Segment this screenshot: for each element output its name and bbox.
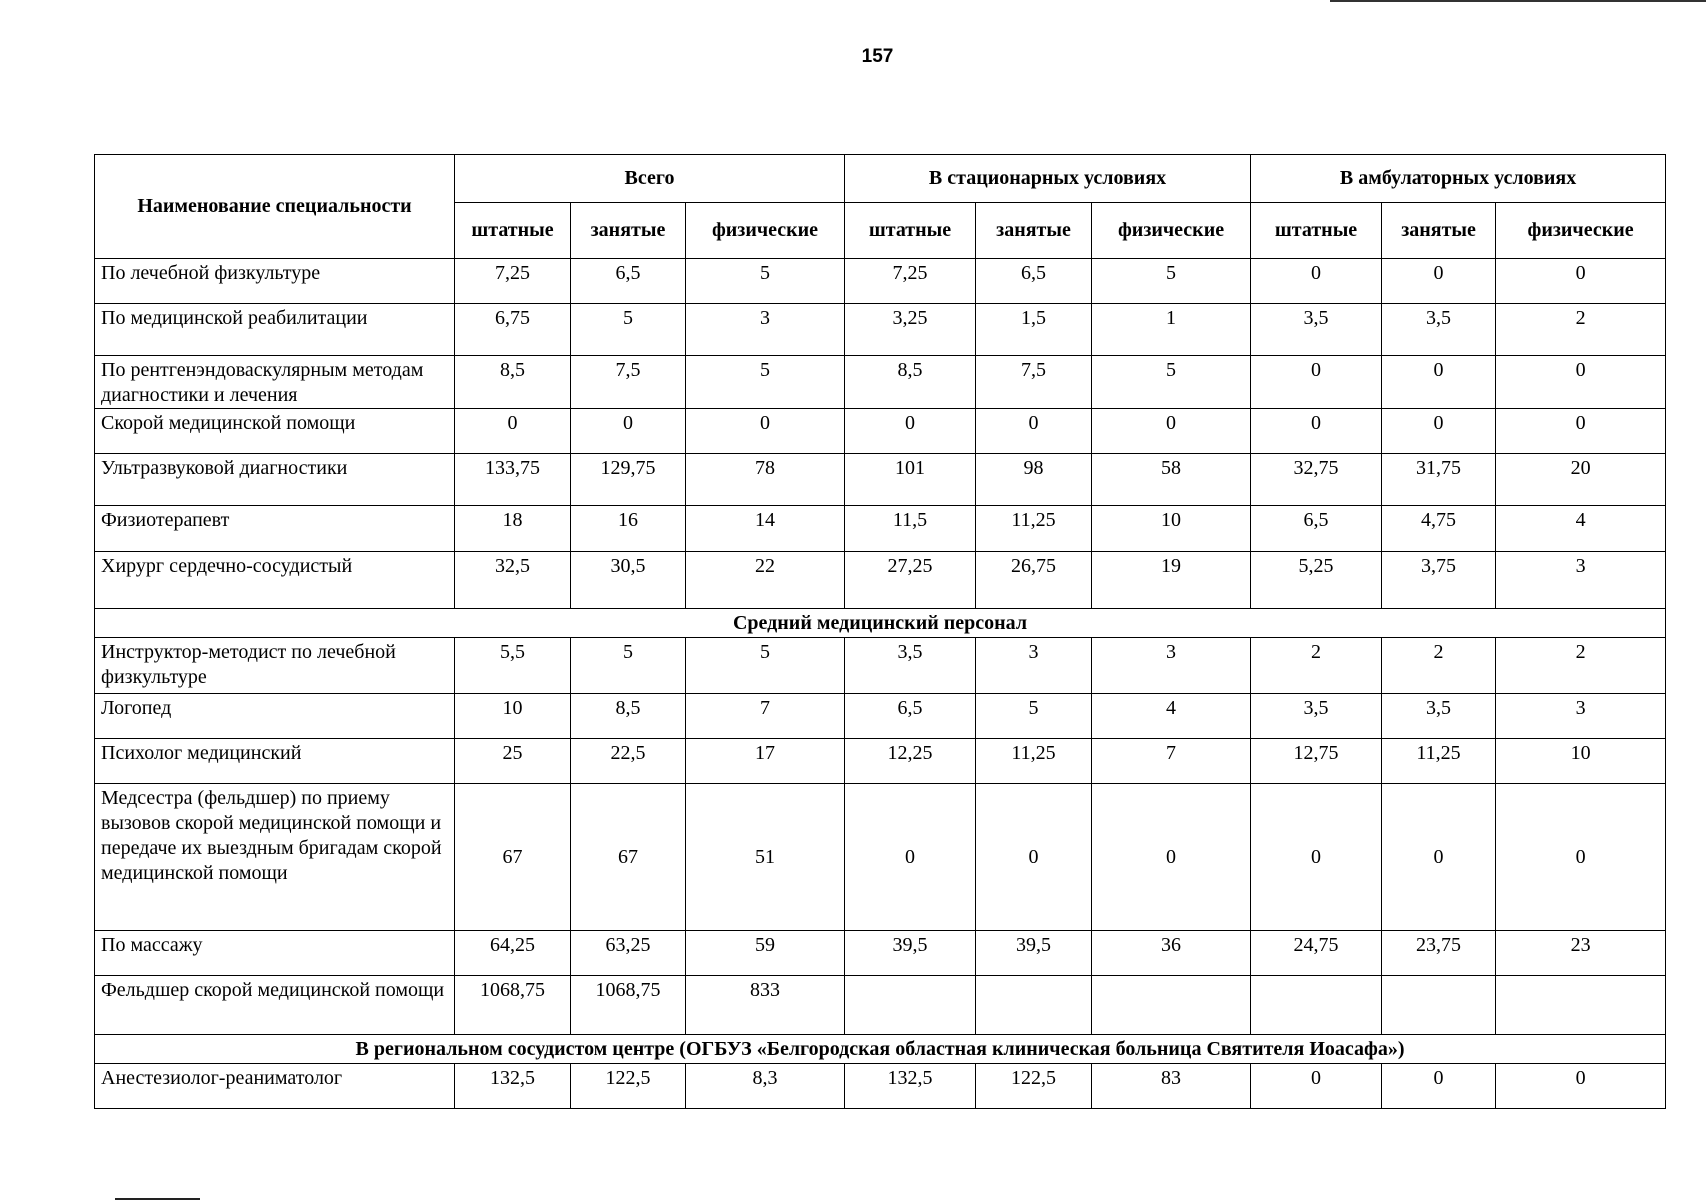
value-cell: 0	[1496, 356, 1666, 409]
value-cell: 0	[1382, 409, 1496, 454]
value-cell: 7	[686, 694, 845, 739]
value-cell: 24,75	[1251, 931, 1382, 976]
value-cell: 10	[455, 694, 571, 739]
value-cell: 2	[1382, 638, 1496, 694]
page-number: 157	[861, 46, 894, 67]
value-cell: 8,5	[571, 694, 686, 739]
value-cell: 10	[1496, 739, 1666, 784]
value-cell: 0	[1382, 259, 1496, 304]
value-cell: 122,5	[571, 1064, 686, 1109]
section-regional-center	[95, 1035, 1666, 1064]
header-subcol: физические	[1092, 203, 1251, 259]
value-cell	[845, 976, 976, 1035]
value-cell: 5	[976, 694, 1092, 739]
value-cell: 0	[976, 409, 1092, 454]
value-cell: 0	[1251, 356, 1382, 409]
value-cell: 0	[1496, 409, 1666, 454]
header-group-total: Всего	[455, 155, 845, 203]
value-cell: 3,25	[845, 304, 976, 356]
value-cell: 0	[571, 409, 686, 454]
value-cell: 7,5	[976, 356, 1092, 409]
value-cell: 6,75	[455, 304, 571, 356]
value-cell: 132,5	[845, 1064, 976, 1109]
header-group-outpatient: В амбулаторных условиях	[1251, 155, 1666, 203]
value-cell: 3,5	[1382, 694, 1496, 739]
value-cell: 5	[686, 259, 845, 304]
value-cell: 67	[571, 784, 686, 931]
value-cell: 98	[976, 454, 1092, 506]
value-cell: 5	[571, 638, 686, 694]
value-cell: 0	[1382, 784, 1496, 931]
value-cell: 14	[686, 506, 845, 552]
value-cell: 78	[686, 454, 845, 506]
value-cell: 12,75	[1251, 739, 1382, 784]
header-subcol: штатные	[1251, 203, 1382, 259]
value-cell: 3,5	[1251, 304, 1382, 356]
top-rule	[1330, 0, 1706, 2]
value-cell: 31,75	[1382, 454, 1496, 506]
value-cell: 7,25	[845, 259, 976, 304]
table-row	[95, 506, 1666, 552]
value-cell: 5	[571, 304, 686, 356]
header-subcol: занятые	[571, 203, 686, 259]
staffing-table	[94, 154, 1666, 1109]
value-cell: 23	[1496, 931, 1666, 976]
value-cell: 133,75	[455, 454, 571, 506]
value-cell: 0	[976, 784, 1092, 931]
specialty-name: Фельдшер скорой медицинской помощи	[95, 976, 455, 1035]
value-cell: 7	[1092, 739, 1251, 784]
value-cell: 30,5	[571, 552, 686, 609]
specialty-name: Логопед	[95, 694, 455, 739]
value-cell: 3	[976, 638, 1092, 694]
value-cell: 6,5	[571, 259, 686, 304]
value-cell: 3,5	[1382, 304, 1496, 356]
value-cell	[1251, 976, 1382, 1035]
section-middle-staff	[95, 609, 1666, 638]
value-cell: 59	[686, 931, 845, 976]
value-cell: 32,75	[1251, 454, 1382, 506]
specialty-name: По лечебной физкультуре	[95, 259, 455, 304]
value-cell: 101	[845, 454, 976, 506]
specialty-name: Анестезиолог-реаниматолог	[95, 1064, 455, 1109]
specialty-name: Инструктор-методист по лечебной физкультуре	[95, 638, 455, 694]
value-cell: 1	[1092, 304, 1251, 356]
header-group-inpatient: В стационарных условиях	[845, 155, 1251, 203]
value-cell: 11,25	[976, 739, 1092, 784]
value-cell: 2	[1496, 304, 1666, 356]
value-cell: 83	[1092, 1064, 1251, 1109]
header-subcol: физические	[686, 203, 845, 259]
value-cell: 11,25	[1382, 739, 1496, 784]
section-title: В региональном сосудистом центре (ОГБУЗ «Белгородская областная клиническая больница Святителя Иоасафа»)	[95, 1035, 1666, 1064]
table-row	[95, 259, 1666, 304]
table-row	[95, 638, 1666, 694]
value-cell	[976, 976, 1092, 1035]
value-cell: 833	[686, 976, 845, 1035]
value-cell: 3	[1092, 638, 1251, 694]
value-cell: 6,5	[1251, 506, 1382, 552]
table-row	[95, 931, 1666, 976]
value-cell: 5,5	[455, 638, 571, 694]
value-cell: 0	[1251, 259, 1382, 304]
value-cell: 0	[1496, 784, 1666, 931]
value-cell: 5,25	[1251, 552, 1382, 609]
header-subcol: физические	[1496, 203, 1666, 259]
specialty-name: По рентгенэндоваскулярным методам диагностики и лечения	[95, 356, 455, 409]
specialty-name: Скорой медицинской помощи	[95, 409, 455, 454]
value-cell: 18	[455, 506, 571, 552]
value-cell: 0	[1496, 259, 1666, 304]
value-cell: 122,5	[976, 1064, 1092, 1109]
value-cell: 22	[686, 552, 845, 609]
table-row	[95, 552, 1666, 609]
value-cell: 3,75	[1382, 552, 1496, 609]
header-subcol: штатные	[455, 203, 571, 259]
table-row	[95, 739, 1666, 784]
value-cell: 2	[1251, 638, 1382, 694]
table-row	[95, 454, 1666, 506]
value-cell	[1382, 976, 1496, 1035]
value-cell: 3,5	[1251, 694, 1382, 739]
value-cell	[1092, 976, 1251, 1035]
value-cell: 5	[1092, 356, 1251, 409]
header-subcol: занятые	[976, 203, 1092, 259]
value-cell: 0	[1251, 1064, 1382, 1109]
value-cell: 3,5	[845, 638, 976, 694]
value-cell: 1,5	[976, 304, 1092, 356]
value-cell: 5	[686, 638, 845, 694]
value-cell: 0	[1382, 356, 1496, 409]
value-cell: 0	[1092, 409, 1251, 454]
specialty-name: Ультразвуковой диагностики	[95, 454, 455, 506]
value-cell: 16	[571, 506, 686, 552]
value-cell: 0	[1382, 1064, 1496, 1109]
value-cell: 23,75	[1382, 931, 1496, 976]
value-cell: 4,75	[1382, 506, 1496, 552]
specialty-name: Психолог медицинский	[95, 739, 455, 784]
value-cell: 36	[1092, 931, 1251, 976]
value-cell: 132,5	[455, 1064, 571, 1109]
table-row	[95, 409, 1666, 454]
value-cell: 32,5	[455, 552, 571, 609]
value-cell: 11,5	[845, 506, 976, 552]
value-cell: 8,5	[455, 356, 571, 409]
table-row	[95, 976, 1666, 1035]
value-cell: 2	[1496, 638, 1666, 694]
value-cell: 0	[1251, 784, 1382, 931]
value-cell: 0	[1251, 409, 1382, 454]
value-cell: 26,75	[976, 552, 1092, 609]
value-cell: 39,5	[845, 931, 976, 976]
specialty-name: Физиотерапевт	[95, 506, 455, 552]
value-cell: 6,5	[845, 694, 976, 739]
value-cell: 0	[845, 784, 976, 931]
value-cell: 10	[1092, 506, 1251, 552]
value-cell: 0	[455, 409, 571, 454]
table-row	[95, 784, 1666, 931]
header-subcol: занятые	[1382, 203, 1496, 259]
specialty-name: Медсестра (фельдшер) по приему вызовов скорой медицинской помощи и передаче их выездным бригадам скорой медицинской помощи	[95, 784, 455, 931]
value-cell: 7,5	[571, 356, 686, 409]
value-cell: 27,25	[845, 552, 976, 609]
specialty-name: Хирург сердечно-сосудистый	[95, 552, 455, 609]
value-cell: 0	[845, 409, 976, 454]
value-cell: 51	[686, 784, 845, 931]
value-cell: 1068,75	[571, 976, 686, 1035]
value-cell: 3	[1496, 552, 1666, 609]
section-title: Средний медицинский персонал	[95, 609, 1666, 638]
value-cell: 11,25	[976, 506, 1092, 552]
value-cell: 4	[1496, 506, 1666, 552]
value-cell: 3	[1496, 694, 1666, 739]
value-cell: 19	[1092, 552, 1251, 609]
value-cell: 25	[455, 739, 571, 784]
value-cell: 6,5	[976, 259, 1092, 304]
specialty-name: По массажу	[95, 931, 455, 976]
value-cell: 22,5	[571, 739, 686, 784]
value-cell: 67	[455, 784, 571, 931]
value-cell: 4	[1092, 694, 1251, 739]
value-cell: 39,5	[976, 931, 1092, 976]
value-cell	[1496, 976, 1666, 1035]
table-row	[95, 1064, 1666, 1109]
value-cell: 64,25	[455, 931, 571, 976]
value-cell: 58	[1092, 454, 1251, 506]
value-cell: 5	[686, 356, 845, 409]
value-cell: 17	[686, 739, 845, 784]
value-cell: 0	[1496, 1064, 1666, 1109]
value-cell: 12,25	[845, 739, 976, 784]
value-cell: 0	[1092, 784, 1251, 931]
table-row	[95, 694, 1666, 739]
specialty-name: По медицинской реабилитации	[95, 304, 455, 356]
value-cell: 1068,75	[455, 976, 571, 1035]
value-cell: 0	[686, 409, 845, 454]
value-cell: 20	[1496, 454, 1666, 506]
value-cell: 63,25	[571, 931, 686, 976]
value-cell: 8,5	[845, 356, 976, 409]
value-cell: 3	[686, 304, 845, 356]
table-row	[95, 304, 1666, 356]
table-row	[95, 356, 1666, 409]
value-cell: 8,3	[686, 1064, 845, 1109]
value-cell: 7,25	[455, 259, 571, 304]
value-cell: 5	[1092, 259, 1251, 304]
value-cell: 129,75	[571, 454, 686, 506]
header-name: Наименование специальности	[95, 155, 455, 259]
header-subcol: штатные	[845, 203, 976, 259]
